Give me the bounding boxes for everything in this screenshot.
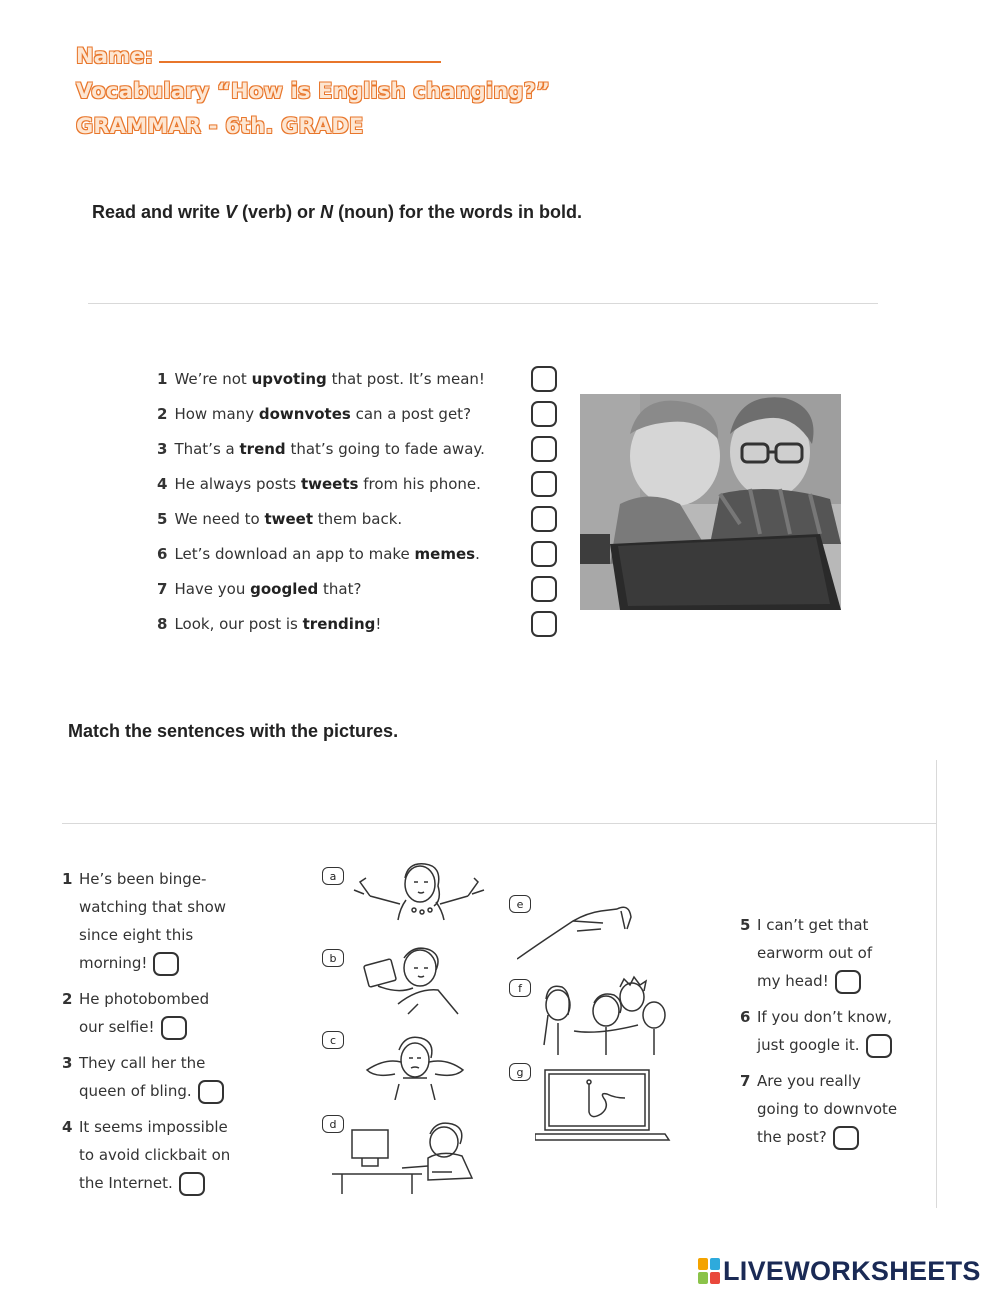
- grade-line: GRAMMAR - 6th. GRADE: [76, 114, 364, 138]
- answer-box-s5[interactable]: [835, 970, 861, 994]
- picture-label-d: d: [322, 1115, 344, 1133]
- picture-label-f: f: [509, 979, 531, 997]
- answer-box-7[interactable]: [531, 576, 557, 602]
- picture-b-man-tablet: [358, 944, 478, 1024]
- answer-box-s3[interactable]: [198, 1080, 224, 1104]
- answer-box-4[interactable]: [531, 471, 557, 497]
- divider: [62, 823, 936, 824]
- sentence-7: 7 Are you really going to downvote the post?: [740, 1067, 897, 1151]
- picture-label-a: a: [322, 867, 344, 885]
- answer-box-1[interactable]: [531, 366, 557, 392]
- exercise1-item: 4 He always posts tweets from his phone.: [157, 475, 481, 493]
- exercise1-item: 7 Have you googled that?: [157, 580, 362, 598]
- divider: [88, 303, 878, 304]
- right-border: [936, 760, 937, 1208]
- exercise1-item: 3 That’s a trend that’s going to fade away.: [157, 440, 485, 458]
- picture-label-c: c: [322, 1031, 344, 1049]
- exercise1-item: 5 We need to tweet them back.: [157, 510, 403, 528]
- exercise1-item: 1 We’re not upvoting that post. It’s mean!: [157, 370, 485, 388]
- exercise2-instruction: Match the sentences with the pictures.: [68, 721, 399, 741]
- worksheet-title: Vocabulary “How is English changing?”: [76, 79, 550, 103]
- sentence-6: 6 If you don’t know, just google it.: [740, 1003, 892, 1059]
- answer-box-2[interactable]: [531, 401, 557, 427]
- logo-mark-icon: [698, 1258, 720, 1284]
- logo-text: LIVEWORKSHEETS: [723, 1255, 981, 1286]
- picture-e-thumbs-down-icon: [517, 893, 637, 965]
- answer-box-s2[interactable]: [161, 1016, 187, 1040]
- sentence-2: 2 He photobombed our selfie!: [62, 985, 209, 1041]
- exercise1-item: 6 Let’s download an app to make memes.: [157, 545, 480, 563]
- picture-d-boy-at-computer: [332, 1118, 492, 1194]
- answer-box-6[interactable]: [531, 541, 557, 567]
- exercise1-item: 2 How many downvotes can a post get?: [157, 405, 472, 423]
- picture-c-boy-covering-ears: [355, 1028, 475, 1100]
- boys-laptop-photo: [580, 394, 841, 610]
- sentence-1: 1 He’s been binge- watching that show since eight this morning!: [62, 865, 226, 977]
- exercise1-instruction: Read and write V (verb) or N (noun) for the words in bold.: [92, 202, 583, 222]
- answer-box-s7[interactable]: [833, 1126, 859, 1150]
- picture-g-monitor-earworm: [535, 1068, 675, 1142]
- sentence-5: 5 I can’t get that earworm out of my head!: [740, 911, 872, 995]
- liveworksheets-logo: [698, 1255, 981, 1287]
- answer-box-3[interactable]: [531, 436, 557, 462]
- answer-box-s4[interactable]: [179, 1172, 205, 1196]
- name-line: [76, 44, 441, 68]
- picture-label-e: e: [509, 895, 531, 913]
- sentence-3: 3 They call her the queen of bling.: [62, 1049, 224, 1105]
- picture-label-g: g: [509, 1063, 531, 1081]
- name-label: Name:: [76, 44, 154, 68]
- exercise1-item: 8 Look, our post is trending!: [157, 615, 382, 633]
- answer-box-s6[interactable]: [866, 1034, 892, 1058]
- answer-box-s1[interactable]: [153, 952, 179, 976]
- picture-f-group-selfie: [538, 975, 673, 1055]
- picture-a-bling-girl: [350, 860, 490, 922]
- answer-box-5[interactable]: [531, 506, 557, 532]
- name-blank[interactable]: [159, 57, 441, 63]
- answer-box-8[interactable]: [531, 611, 557, 637]
- picture-label-b: b: [322, 949, 344, 967]
- sentence-4: 4 It seems impossible to avoid clickbait on the Internet.: [62, 1113, 230, 1197]
